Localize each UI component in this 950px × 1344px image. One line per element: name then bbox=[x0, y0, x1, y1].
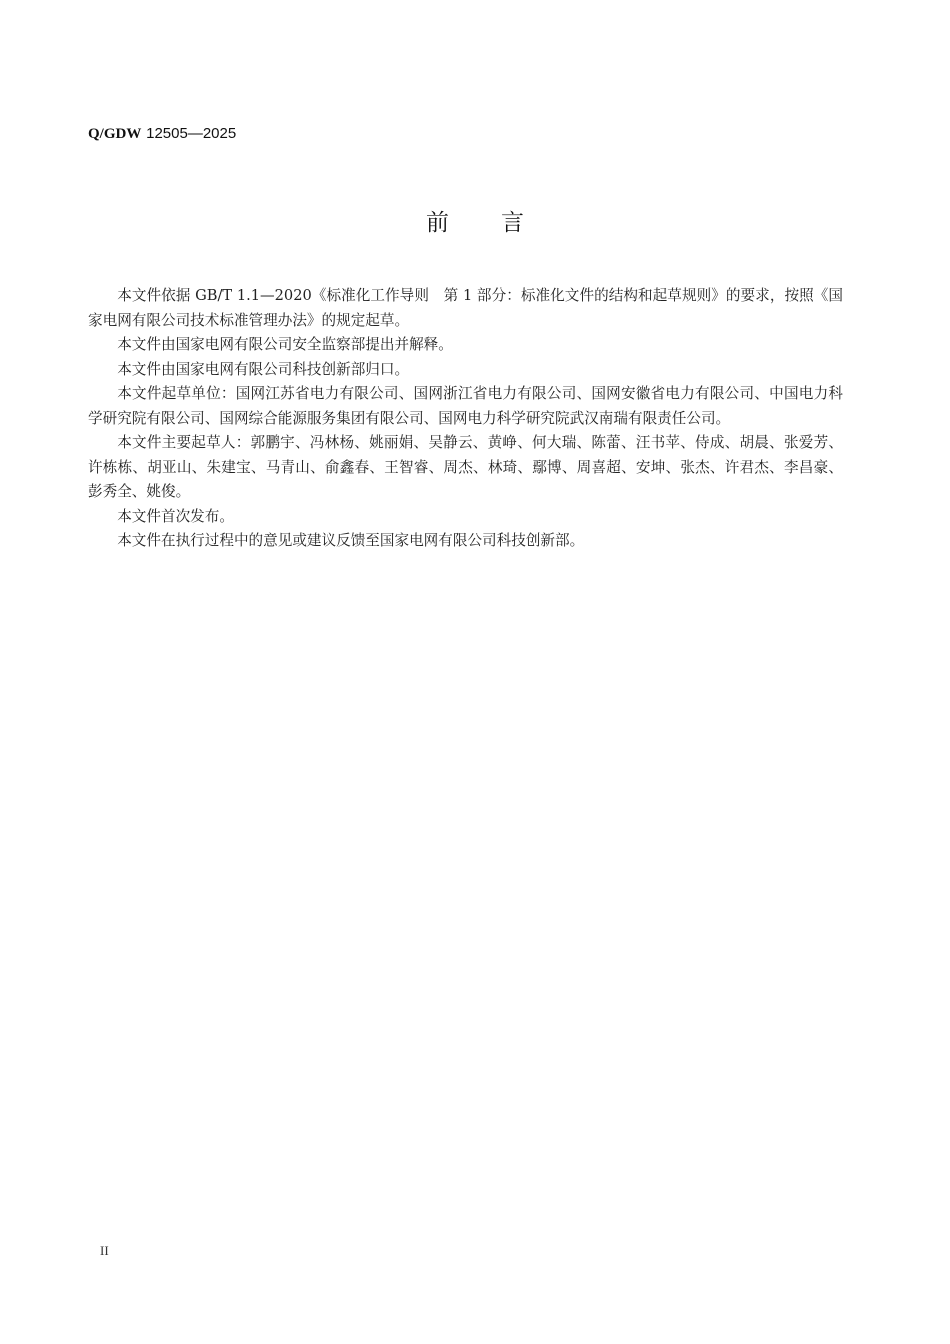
paragraph-basis: 本文件依据 GB/T 1.1—2020《标准化工作导则 第 1 部分：标准化文件的结构和起草规则》的要求，按照《国家电网有限公司技术标准管理办法》的规定起草。 bbox=[88, 287, 843, 329]
paragraph-administrator: 本文件由国家电网有限公司科技创新部归口。 bbox=[117, 360, 410, 378]
document-code bbox=[88, 124, 236, 143]
title-char-2: 言 bbox=[501, 210, 524, 236]
paragraph-proposer: 本文件由国家电网有限公司安全监察部提出并解释。 bbox=[117, 336, 453, 353]
paragraph-drafters: 本文件主要起草人：郭鹏宇、冯林杨、姚丽娟、吴静云、黄峥、何大瑞、陈蕾、汪书苹、侍成、胡晨、张爱芳、许栋栋、胡亚山、朱建宝、马青山、俞鑫春、王智睿、周杰、林琦、鄢博、周喜超、安坤、张杰、许君杰、李昌豪、彭秀全、姚俊。 bbox=[88, 434, 843, 500]
section-title-foreword bbox=[0, 204, 950, 237]
paragraph-drafting-units: 本文件起草单位：国网江苏省电力有限公司、国网浙江省电力有限公司、国网安徽省电力有限公司、中国电力科学研究院有限公司、国网综合能源服务集团有限公司、国网电力科学研究院武汉南瑞有限责任公司。 bbox=[88, 385, 843, 427]
foreword-body bbox=[88, 284, 843, 554]
page-number: II bbox=[100, 1243, 109, 1258]
paragraph-first-release: 本文件首次发布。 bbox=[117, 507, 234, 525]
paragraph-feedback: 本文件在执行过程中的意见或建议反馈至国家电网有限公司科技创新部。 bbox=[117, 532, 585, 549]
title-char-1: 前 bbox=[426, 210, 449, 236]
document-code-number: 12505—2025 bbox=[146, 125, 237, 142]
document-code-prefix: Q/GDW bbox=[88, 126, 142, 142]
